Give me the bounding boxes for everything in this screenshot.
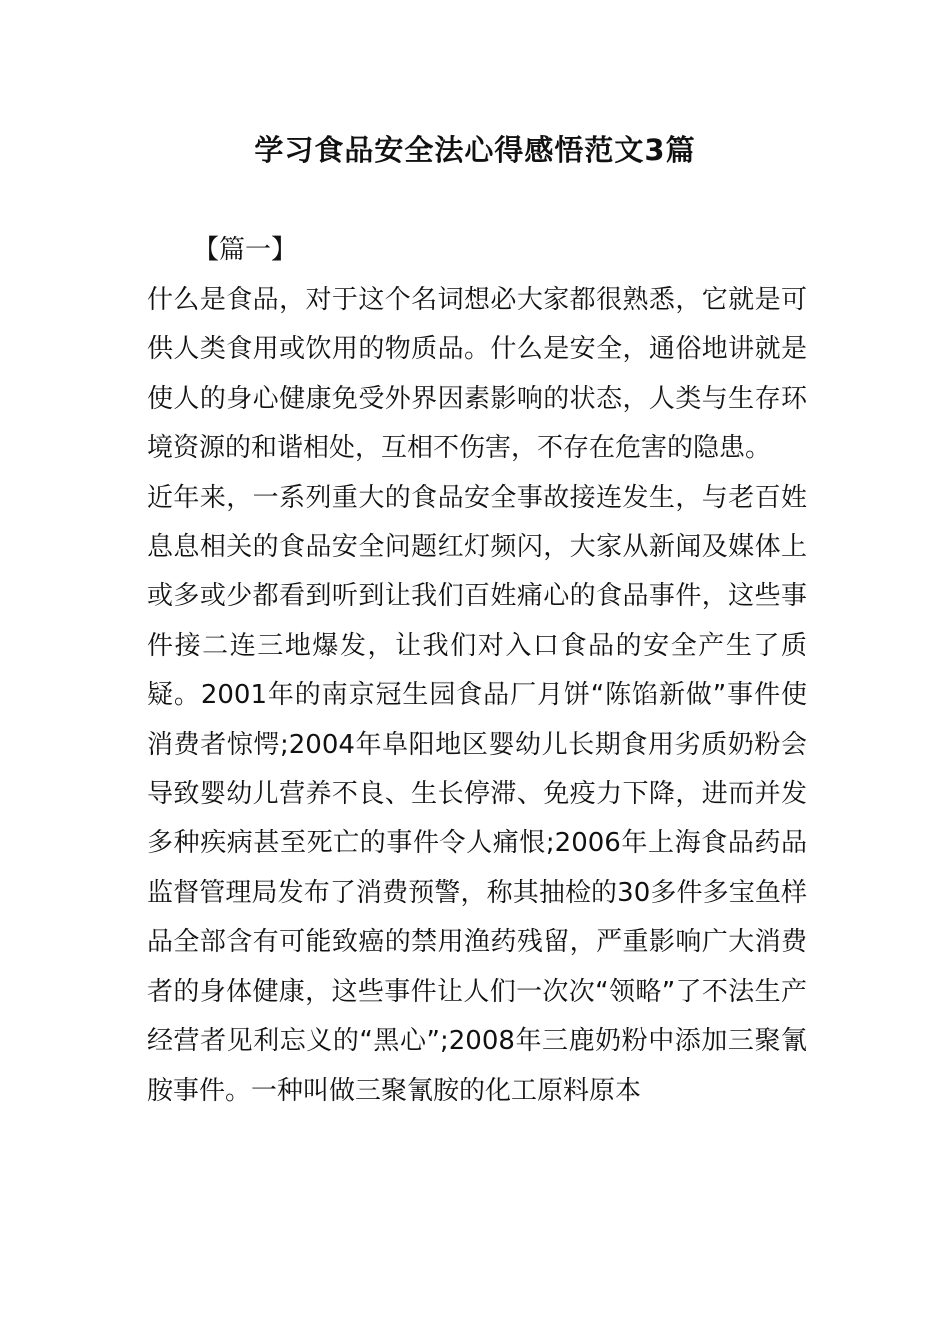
paragraph-2: 近年来，一系列重大的食品安全事故接连发生，与老百姓息息相关的食品安全问题红灯频闪，大家从新闻及媒体上或多或少都看到听到让我们百姓痛心的食品事件，这些事件接二连三地爆发，让我们对入口食品的安全产生了质疑。2001年的南京冠生园食品厂月饼“陈馅新做”事件使消费者惊愕;2004年阜阳地区婴幼儿长期食用劣质奶粉会导致婴幼儿营养不良、生长停滞、免疫力下降，进而并发多种疾病甚至死亡的事件令人痛恨;2006年上海食品药品监督管理局发布了消费预警，称其抽检的30多件多宝鱼样品全部含有可能致癌的禁用渔药残留，严重影响广大消费者的身体健康，这些事件让人们一次次“领略”了不法生产经营者见利忘义的“黑心”;2008年三鹿奶粉中添加三聚氰胺事件。一种叫做三聚氰胺的化工原料原本 xyxy=(147,482,807,1106)
document-body xyxy=(147,276,807,1116)
document-title: 学习食品安全法心得感悟范文3篇 xyxy=(254,133,696,167)
section-heading: 【篇一】 xyxy=(193,235,298,265)
paragraph-1: 什么是食品，对于这个名词想必大家都很熟悉，它就是可供人类食用或饮用的物质品。什么是安全，通俗地讲就是使人的身心健康免受外界因素影响的状态，人类与生存环境资源的和谐相处，互相不伤害，不存在危害的隐患。 xyxy=(147,285,807,464)
